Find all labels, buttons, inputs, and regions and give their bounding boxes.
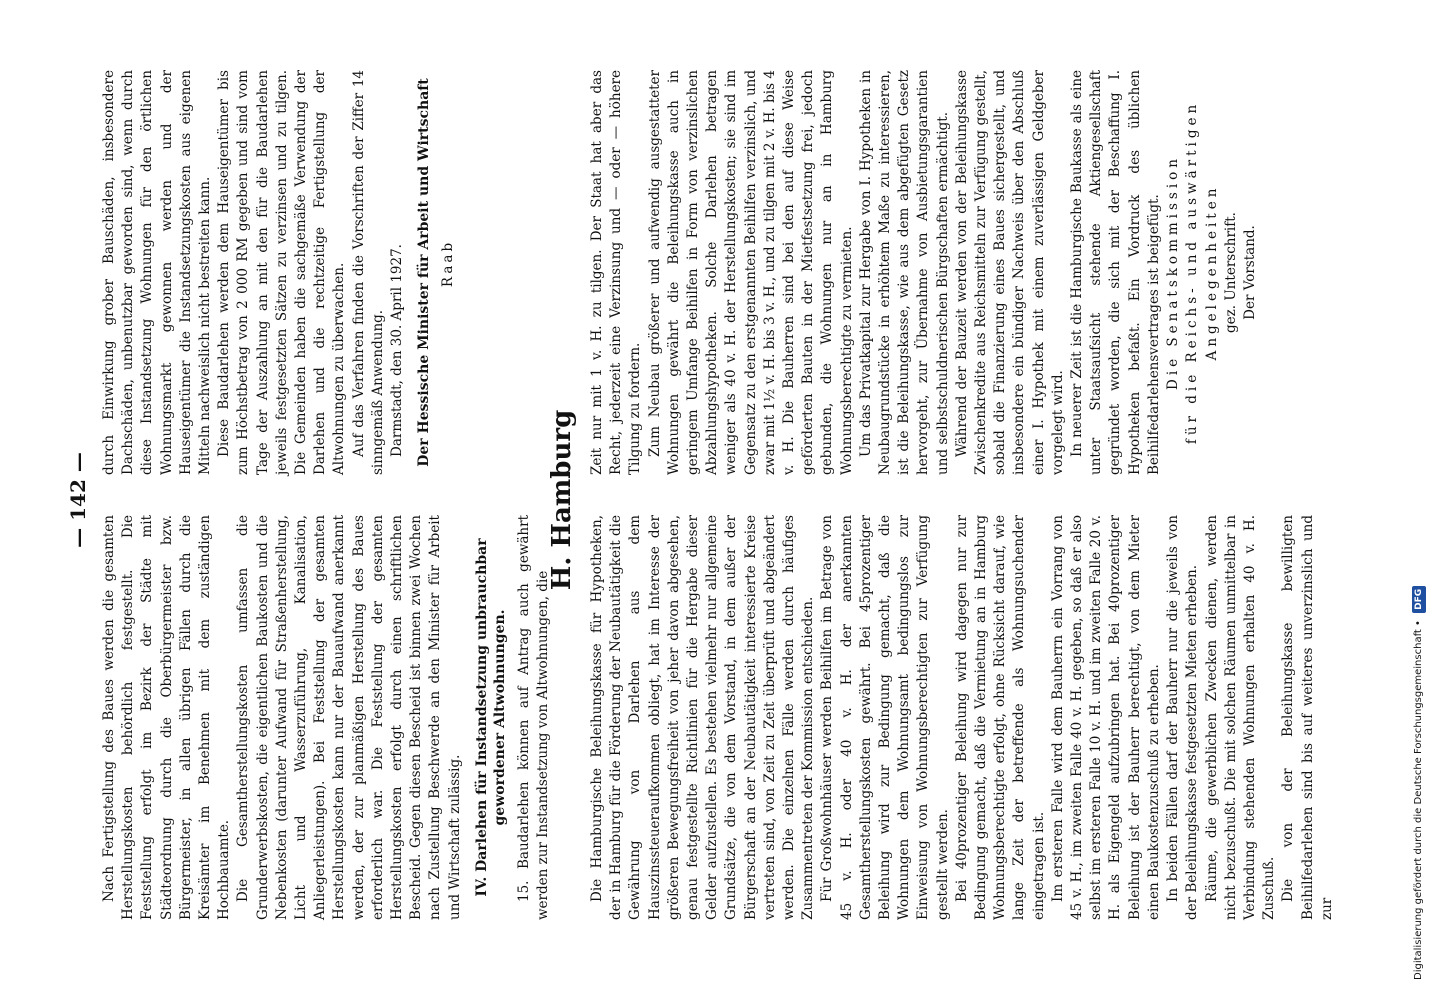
credit-text: Digitalisierung gefördert durch die Deutsche Forschungsgemeinschaft • [1413, 620, 1424, 980]
signature-note: gez. Unterschrift. [1222, 212, 1239, 333]
paragraph: Im ersteren Falle wird dem Bauherrn ein Vorrang von 45 v. H., im zweiten Falle 40 v. H. gegeben, so daß er also selbst im ersteren Falle 10 v. H. und im zweiten Falle 20 v. H. als Eigengeld aufzubringen hat. Bei 40prozentiger Beleihung ist der Bauherr berechtigt, von dem Mieter einen Baukostenzuschuß zu erheben. [1049, 515, 1162, 920]
paragraph: Die von der Beleihungskasse bewilligten Beihilfedarlehen sind bis auf weiteres unverzinslich und zur [1280, 515, 1335, 920]
paragraph: Bei 40prozentiger Beleihung wird dagegen nur zur Bedingung gemacht, daß die Vermietung an in Hamburg Wohnungsberechtigte erfolgt, ohne Rücksicht darauf, wie lange Zeit der betreffende als Wohnungsuchender eingetragen ist. [953, 515, 1047, 920]
right-column [100, 70, 464, 475]
board-signature: Der Vorstand. [1241, 225, 1258, 320]
paragraph: Zeit nur mit 1 v. H. zu tilgen. Der Staat hat aber das Recht, jederzeit eine Verzinsung und — oder — höhere Tilgung zu fordern. [589, 70, 644, 475]
dfg-logo: DFG [1412, 586, 1426, 613]
paragraph: 15. Baudarlehen können auf Antrag auch gewährt werden zur Instandsetzung von Altwohnungen, die [515, 515, 552, 920]
paragraph: Die Gesamtherstellungskosten umfassen die Grunderwerbskosten, die eigentlichen Baukosten und die Nebenkosten (darunter Aufwand für Straßenherstellung, Licht und Wasserzuführung, Kanalisation, Anliegerleistungen). Bei Feststellung der gesamten Herstellungskosten kann nur der Bauaufwand anerkannt werden, der zur planmäßigen Herstellung des Baues erforderlich war. Die Feststellung der gesamten Herstellungskosten erfolgt durch einen schriftlichen Bescheid. Gegen diesen Bescheid ist binnen zwei Wochen nach Zustellung Beschwerde an den Minister für Arbeit und Wirtschaft zulässig. [235, 515, 463, 920]
signature: Raab [440, 239, 457, 288]
paragraph: Um das Privatkapital zur Hergabe von I. Hypotheken in Neubaugrundstücke in erhöhtem Maße zu interessieren, ist die Beleihungskasse, wie aus dem abgefügten Gesetz hervorgeht, zur Übernahme von Ausbietungsgarantien und selbstschuldnerischen Bürgschaften ermächtigt. [857, 70, 951, 475]
paragraph: durch Einwirkung grober Bauschäden, insbesondere Dachschäden, unbenutzbar geworden sind, wenn durch diese Instandsetzung Wohnungen für den örtlichen Wohnungsmarkt gewonnen werden und der Hauseigentümer die Instandsetzungskosten aus eigenen Mitteln nachweislich nicht bestreiten kann. [101, 70, 214, 475]
hamburg-left-column [588, 515, 1337, 920]
left-column [100, 515, 553, 920]
digitization-credit [1410, 0, 1428, 980]
paragraph: Räume, die gewerblichen Zwecken dienen, werden nicht bezuschußt. Die mit solchen Räumen unmittelbar in Verbindung stehenden Wohnungen erhalten 40 v. H. Zuschuß. [1203, 515, 1278, 920]
authority-line: Die Senatskommission [1165, 155, 1182, 390]
paragraph: Diese Baudarlehen werden dem Hauseigentümer bis zum Höchstbetrag von 2 000 RM gegeben und sind vom Tage der Auszahlung an mit den für die Baudarlehen jeweils festgesetzten Sätzen zu verzinsen und zu tilgen. Die Gemeinden haben die sachgemäße Verwendung der Darlehen und die rechtzeitige Fertigstellung der Altwohnungen zu überwachen. [216, 70, 348, 475]
authority-line: für die Reichs- und auswärtigen Angelegenheiten [1184, 100, 1220, 445]
page-number: — 142 — [66, 452, 90, 548]
paragraph: Zum Neubau größerer und aufwendig ausgestatteter Wohnungen gewährt die Beleihungskasse auch in geringem Umfange Beihilfen in Form von verzinslichen Abzahlungshypotheken. Solche Darlehen betragen weniger als 40 v. H. der Herstellungskosten; sie sind im Gegensatz zu den erstgenannten Beihilfen verzinslich, und zwar mit 1½ v. H. bis 3 v. H., und zu tilgen mit 2 v. H. bis 4 v. H. Die Bauherren sind bei den auf diese Weise geförderten Bauten in der Mietfestsetzung frei, jedoch gebunden, die Wohnungen nur an in Hamburg Wohnungsberechtigte zu vermieten. [646, 70, 855, 475]
hamburg-heading: H. Hamburg [547, 409, 577, 591]
hamburg-right-column [588, 70, 1260, 475]
paragraph: Während der Bauzeit werden von der Beleihungskasse Zwischenkredite aus Reichsmitteln zur Verfügung gestellt, sobald die Finanzierung eines Baues sichergestellt, und insbesondere ein bündiger Nachweis über den Abschluß einer I. Hypothek mit einem zuverlässigen Geldgeber vorgelegt wird. [953, 70, 1066, 475]
issuing-authority: Der Hessische Minister für Arbeit und Wirtschaft [416, 78, 433, 467]
section-heading-iv: IV. Darlehen für Instandsetzung unbrauchbar gewordener Altwohnungen. [473, 538, 508, 897]
paragraph: In neuerer Zeit ist die Hamburgische Baukasse als eine unter Staatsaufsicht stehende Aktiengesellschaft gegründet worden, die sich mit der Beschaffung I. Hypotheken befaßt. Ein Vordruck des üblichen Beihilfedarlehensvertrages ist beigefügt. [1069, 70, 1162, 475]
date-line: Darmstadt, den 30. April 1927. [389, 244, 406, 457]
paragraph: Nach Fertigstellung des Baues werden die gesamten Herstellungskosten behördlich festgestellt. Die Feststellung erfolgt im Bezirk der Städte mit Städteordnung durch die Oberbürgermeister bzw. Bürgermeister, in allen übrigen Fällen durch die Kreisämter im Benehmen mit dem zuständigen Hochbauamte. [101, 515, 233, 920]
paragraph: In beiden Fällen darf der Bauherr nur die jeweils von der Beleihungskasse festgesetzten Mieten erheben. [1165, 515, 1201, 920]
paragraph: Die Hamburgische Beleihungskasse für Hypotheken, der in Hamburg für die Förderung der Neubautätigkeit die Gewährung von Darlehen aus dem Hauszinssteueraufkommen obliegt, hat im Interesse der größeren Bewegungsfreiheit von jeher davon abgesehen, genau festgestellte Richtlinien für die Hergabe dieser Gelder aufzustellen. Es bestehen vielmehr nur allgemeine Grundsätze, die von dem Vorstand, in dem außer der Bürgerschaft an der Neubautätigkeit interessierte Kreise vertreten sind, von Zeit zu Zeit überprüft und abgeändert werden. Die einzelnen Fälle werden durch häufiges Zusammentreten der Kommission entschieden. [589, 515, 817, 920]
paragraph: Auf das Verfahren finden die Vorschriften der Ziffer 14 sinngemäß Anwendung. [350, 70, 386, 475]
paragraph: Für Großwohnhäuser werden Beihilfen im Betrage von 45 v. H. oder 40 v. H. der anerkannten Gesamtherstellungskosten gewährt. Bei 45prozentiger Beleihung wird zur Bedingung gemacht, daß die Wohnungen dem Wohnungsamt bedingungslos zur Einweisung von Wohnungsberechtigten zur Verfügung gestellt werden. [819, 515, 951, 920]
rotated-page-content [60, 60, 1380, 940]
